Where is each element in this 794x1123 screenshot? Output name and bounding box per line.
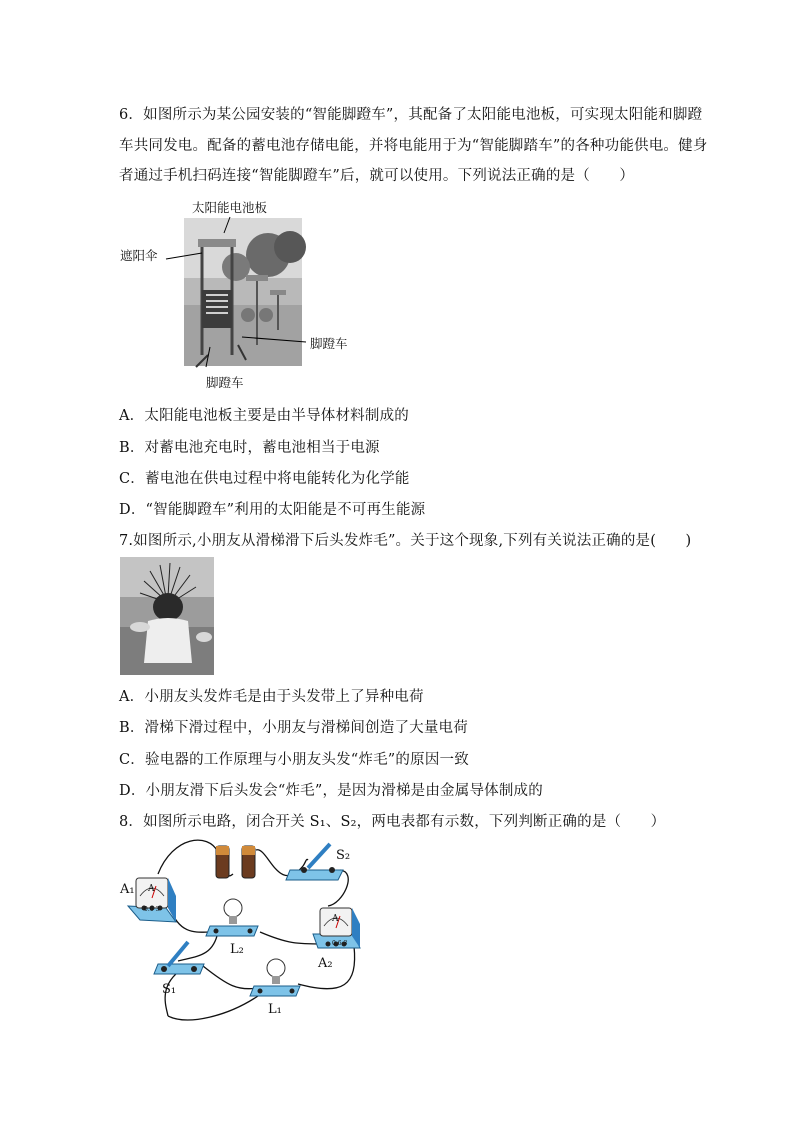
q6-option-c: C．蓄电池在供电过程中将电能转化为化学能 <box>119 471 410 487</box>
pedal-bike-label-right: 脚蹬车 <box>310 336 348 351</box>
child-static-hair-photo <box>120 557 214 675</box>
q8-stem: 8．如图所示电路，闭合开关 S₁、S₂，两电表都有示数，下列判断正确的是（ ） <box>119 814 666 830</box>
pedal-bike-label-bottom: 脚蹬车 <box>206 375 244 390</box>
q7-option-d: D．小朋友滑下后头发会“炸毛”，是因为滑梯是由金属导体制成的 <box>119 783 543 799</box>
q6-option-d: D．“智能脚蹬车”利用的太阳能是不可再生能源 <box>119 502 426 518</box>
q7-option-c: C．验电器的工作原理与小朋友头发“炸毛”的原因一致 <box>119 752 469 768</box>
switch-s2-label: S₂ <box>336 848 351 863</box>
q7-figure <box>120 557 214 675</box>
lamp-l1-label: L₁ <box>268 1002 282 1017</box>
q7-option-a: A．小朋友头发炸毛是由于头发带上了异种电荷 <box>119 689 424 705</box>
ammeter-a1-label: A₁ <box>120 882 135 897</box>
q6-option-b: B．对蓄电池充电时，蓄电池相当于电源 <box>119 440 380 456</box>
lamp-l2-label: L₂ <box>230 942 244 957</box>
q6-stem-line-1: 6．如图所示为某公园安装的“智能脚蹬车”，其配备了太阳能电池板，可实现太阳能和脚蹬 <box>119 107 703 123</box>
switch-s1-label: S₁ <box>162 982 177 997</box>
q8-circuit-diagram <box>118 836 368 1026</box>
q6-option-a: A．太阳能电池板主要是由半导体材料制成的 <box>119 408 409 424</box>
ammeter-a2-scale: 0.6 3 <box>332 940 348 947</box>
q7-option-b: B．滑梯下滑过程中，小朋友与滑梯间创造了大量电荷 <box>119 720 468 736</box>
circuit-drawing <box>118 836 368 1026</box>
q6-stem-line-3: 者通过手机扫码连接“智能脚蹬车”后，就可以使用。下列说法正确的是（ ） <box>119 168 635 184</box>
q7-stem: 7.如图所示,小朋友从滑梯滑下后头发炸毛”。关于这个现象,下列有关说法正确的是( ) <box>119 533 692 549</box>
solar-panel-label: 太阳能电池板 <box>192 200 268 215</box>
ammeter-a2-label: A₂ <box>318 956 333 971</box>
sunshade-label: 遮阳伞 <box>120 248 158 263</box>
q6-figure <box>118 195 358 390</box>
ammeter-a1-letter: A <box>148 884 155 894</box>
smart-pedal-bike-photo <box>118 195 358 390</box>
ammeter-a2-letter: A <box>332 914 339 924</box>
q6-stem-line-2: 车共同发电。配备的蓄电池存储电能，并将电能用于为“智能脚踏车”的各种功能供电。健身 <box>119 138 708 154</box>
ammeter-a1-scale: 0.6 3 <box>144 906 160 913</box>
